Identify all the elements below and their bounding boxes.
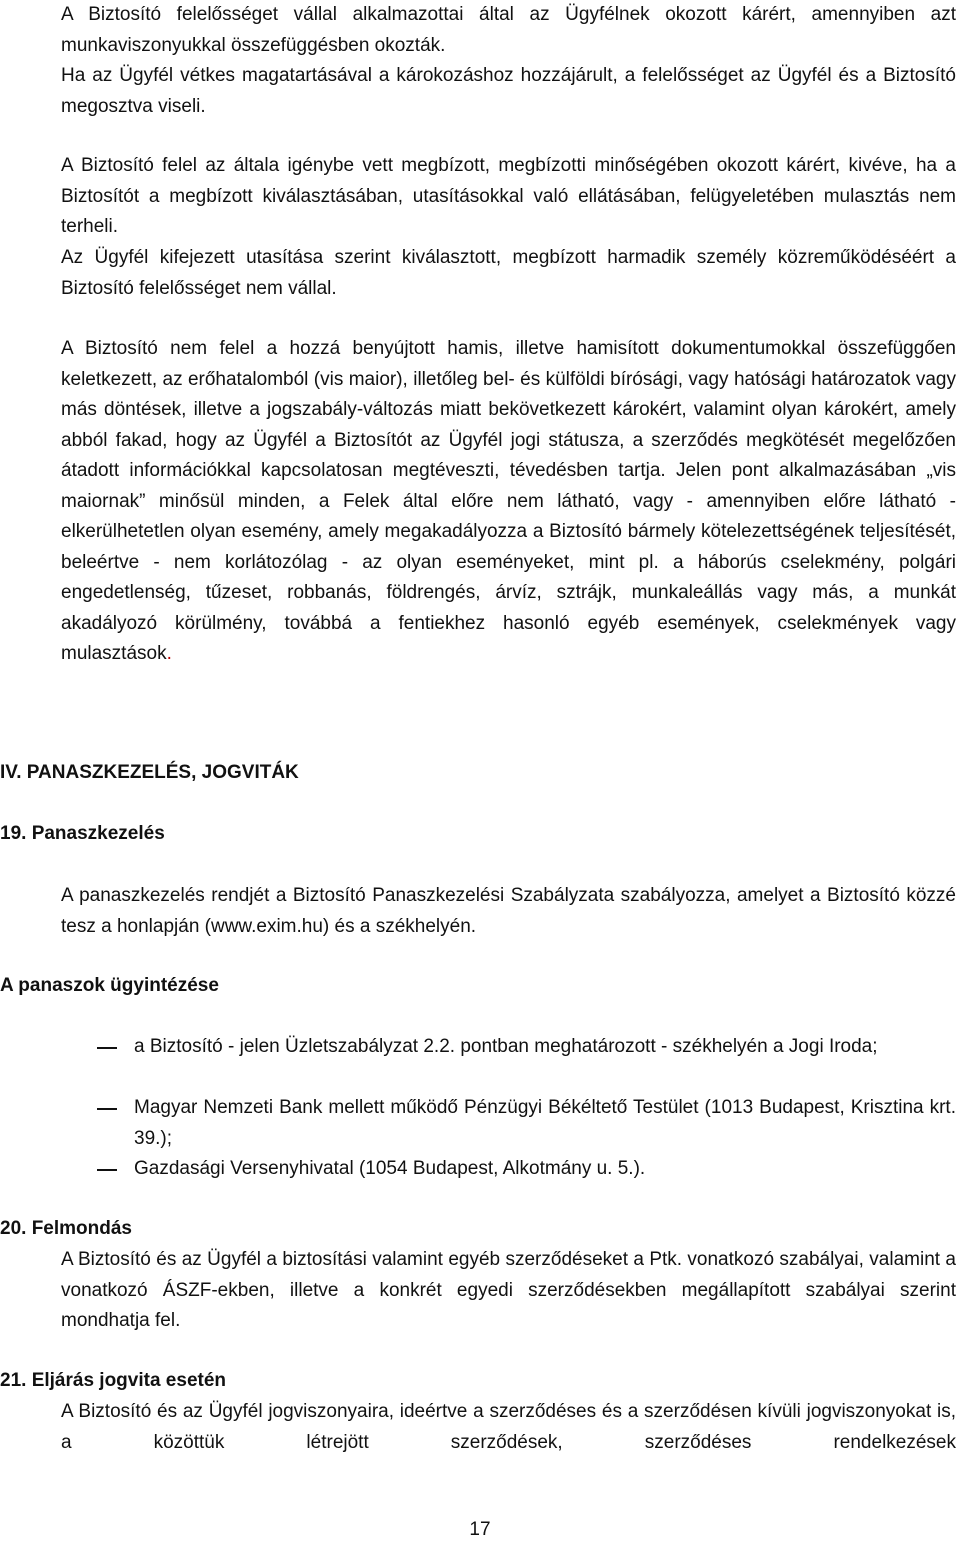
paragraph-employee-liability: A Biztosító felelősséget vállal alkalmazottai által az Ügyfélnek okozott kárért, amennyiben azt munkaviszonyukkal összefüggésben okozták. [61,4,956,56]
paragraph-third-party: Az Ügyfél kifejezett utasítása szerint kiválasztott, megbízott harmadik személy közreműködéséért a Biztosító felelősséget nem vállal. [61,247,956,299]
list-item-text: Magyar Nemzeti Bank mellett működő Pénzügyi Békéltető Testület (1013 Budapest, Krisztina krt. 39.); [134,1097,956,1149]
paragraph-agent-liability: A Biztosító felel az általa igénybe vett megbízott, megbízotti minőségében okozott kárért, kivéve, ha a Biztosítót a megbízott kiválasztásában, utasításokkal való ellátásában, felügyeletében mulasztás nem terheli. [61,155,956,237]
section-20-heading: 20. Felmondás [0,1218,132,1239]
section-iv-heading: IV. PANASZKEZELÉS, JOGVITÁK [0,762,299,783]
section-20-text: A Biztosító és az Ügyfél a biztosítási valamint egyéb szerződéseket a Ptk. vonatkozó szabályai, valamint a vonatkozó ÁSZF-ekben, illetve a konkrét egyedi szerződésekben megállapított szabályai szerint mondhatja fel. [61,1249,956,1331]
list-item-text: Gazdasági Versenyhivatal (1054 Budapest, Alkotmány u. 5.). [134,1158,646,1179]
section-21-text: A Biztosító és az Ügyfél jogviszonyaira, ideértve a szerződéses és a szerződésen kívüli jogviszonyokat is, a közöttük létrejött szerződések, szerződéses rendelkezések [61,1401,956,1453]
dash-bullet-icon [97,1169,117,1171]
vis-maior-text: A Biztosító nem felel a hozzá benyújtott hamis, illetve hamisított dokumentumokkal összefüggően keletkezett, az erőhatalomból (vis maior), illetőleg bel- és külföldi bírósági, vagy hatósági határozatok vagy más döntések, illetve a jogszabály-változás miatt bekövetkezett károkért, valamint olyan károkért, amely abból fakad, hogy az Ügyfél a Biztosítót az Ügyfél jogi státusza, a szerződés megkötését megelőzően átadott információkkal kapcsolatosan megtéveszti, tévedésben tartja. Jelen pont alkalmazásában „vis maiornak” minősül minden, a Felek által előre nem látható, vagy - amennyiben előre látható - elkerülhetetlen olyan esemény, amely megakadályozza a Biztosító bármely kötelezettségének teljesítését, beleértve - nem korlátozólag - az olyan eseményeket, mint pl. a háborús cselekmény, polgári engedetlenség, tűzeset, robbanás, földrengés, árvíz, sztrájk, munkaleállás vagy más, a munkát akadályozó körülmény, továbbá a fentiekhez hasonló egyéb események, cselekmények vagy mulasztások [61,338,956,664]
page-number: 17 [469,1519,491,1540]
red-period: . [166,643,172,664]
section-19-heading: 19. Panaszkezelés [0,823,165,844]
paragraph-vis-maior [61,334,956,670]
complaints-heading: A panaszok ügyintézése [0,975,219,996]
section-19-text: A panaszkezelés rendjét a Biztosító Panaszkezelési Szabályzata szabályozza, amelyet a Biztosító közzé tesz a honlapján (www.exim.hu) és a székhelyén. [61,885,956,937]
paragraph-shared-liability: Ha az Ügyfél vétkes magatartásával a károkozáshoz hozzájárult, a felelősséget az Ügyfél és a Biztosító megosztva viseli. [61,65,956,117]
dash-bullet-icon [97,1108,117,1110]
dash-bullet-icon [97,1047,117,1049]
section-21-heading: 21. Eljárás jogvita esetén [0,1370,227,1391]
list-item-text: a Biztosító - jelen Üzletszabályzat 2.2. pontban meghatározott - székhelyén a Jogi Iroda; [134,1036,878,1057]
